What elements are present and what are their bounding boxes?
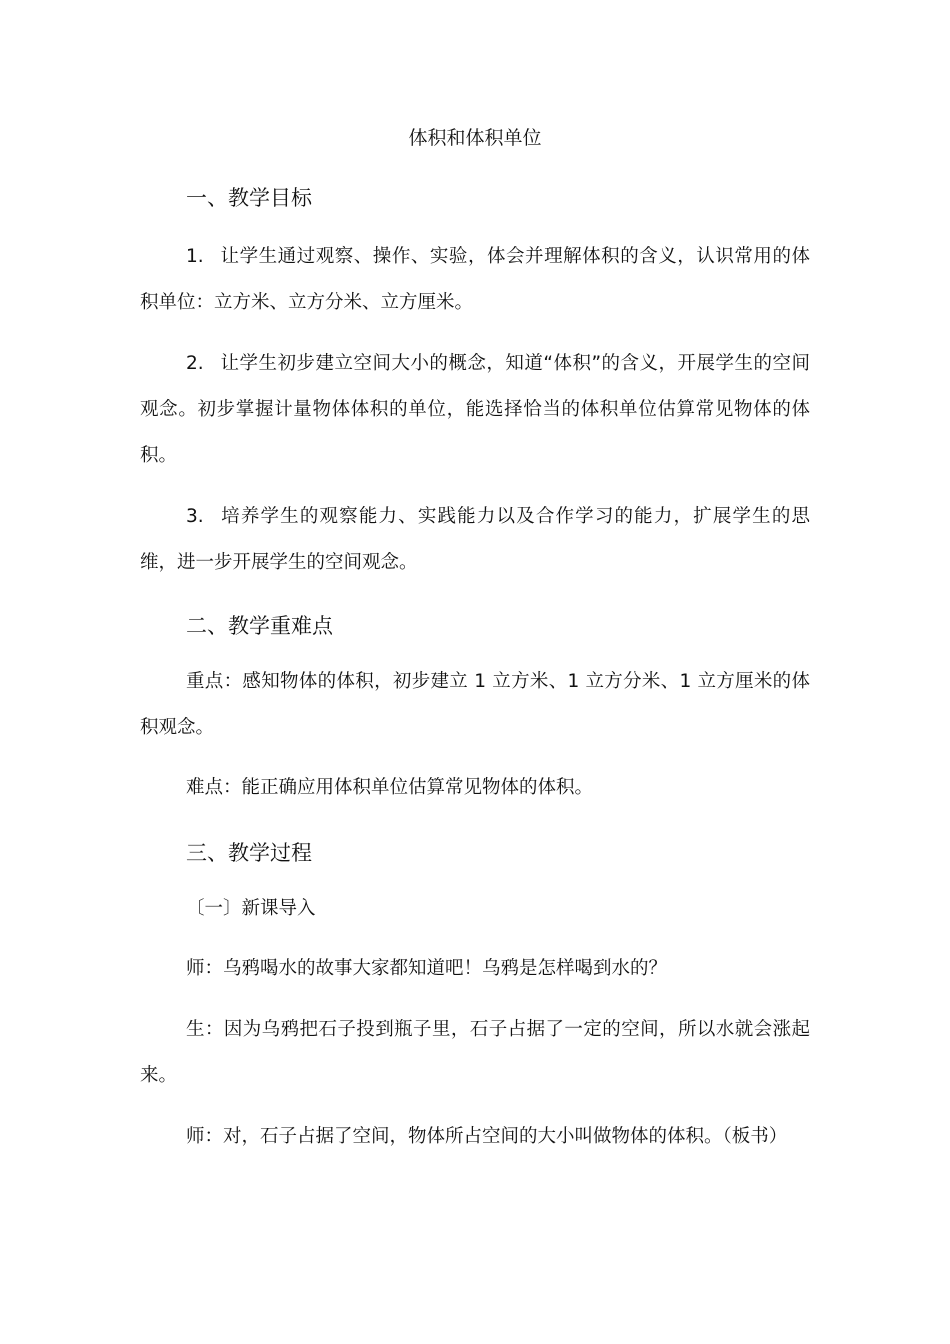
item-number: 3. <box>186 506 204 527</box>
section-heading-objectives: 一、教学目标 <box>186 186 312 210</box>
item-text: 让学生通过观察、操作、实验，体会并理解体积的含义，认识常用的体积单位：立方米、立方分米、立方厘米。 <box>140 246 810 313</box>
difficulty-paragraph: 难点：能正确应用体积单位估算常见物体的体积。 <box>186 777 594 798</box>
dialogue-line-2: 生：因为乌鸦把石子投到瓶子里，石子占据了一定的空间，所以水就会涨起来。 <box>140 1019 810 1086</box>
item-number: 1. <box>186 246 204 267</box>
item-text: 让学生初步建立空间大小的概念，知道“体积”的含义，开展学生的空间观念。初步掌握计量物体体积的单位，能选择恰当的体积单位估算常见物体的体积。 <box>140 353 810 466</box>
objective-item-3 <box>140 494 810 586</box>
section-heading-key-points: 二、教学重难点 <box>186 614 333 638</box>
dialogue-line-3: 师：对，石子占据了空间，物体所占空间的大小叫做物体的体积。（板书） <box>186 1126 788 1147</box>
subsection-heading-intro: 〔一〕新课导入 <box>186 898 316 919</box>
document-title: 体积和体积单位 <box>408 127 542 149</box>
dialogue-line-1: 师：乌鸦喝水的故事大家都知道吧！乌鸦是怎样喝到水的？ <box>186 958 668 979</box>
section-heading-process: 三、教学过程 <box>186 841 312 865</box>
objective-item-1 <box>140 234 810 326</box>
item-number: 2. <box>186 353 204 374</box>
item-text: 培养学生的观察能力、实践能力以及合作学习的能力，扩展学生的思维，进一步开展学生的空间观念。 <box>140 506 810 573</box>
key-point-paragraph: 重点：感知物体的体积，初步建立 1 立方米、1 立方分米、1 立方厘米的体积观念。 <box>140 671 810 738</box>
objective-item-2 <box>140 341 810 479</box>
